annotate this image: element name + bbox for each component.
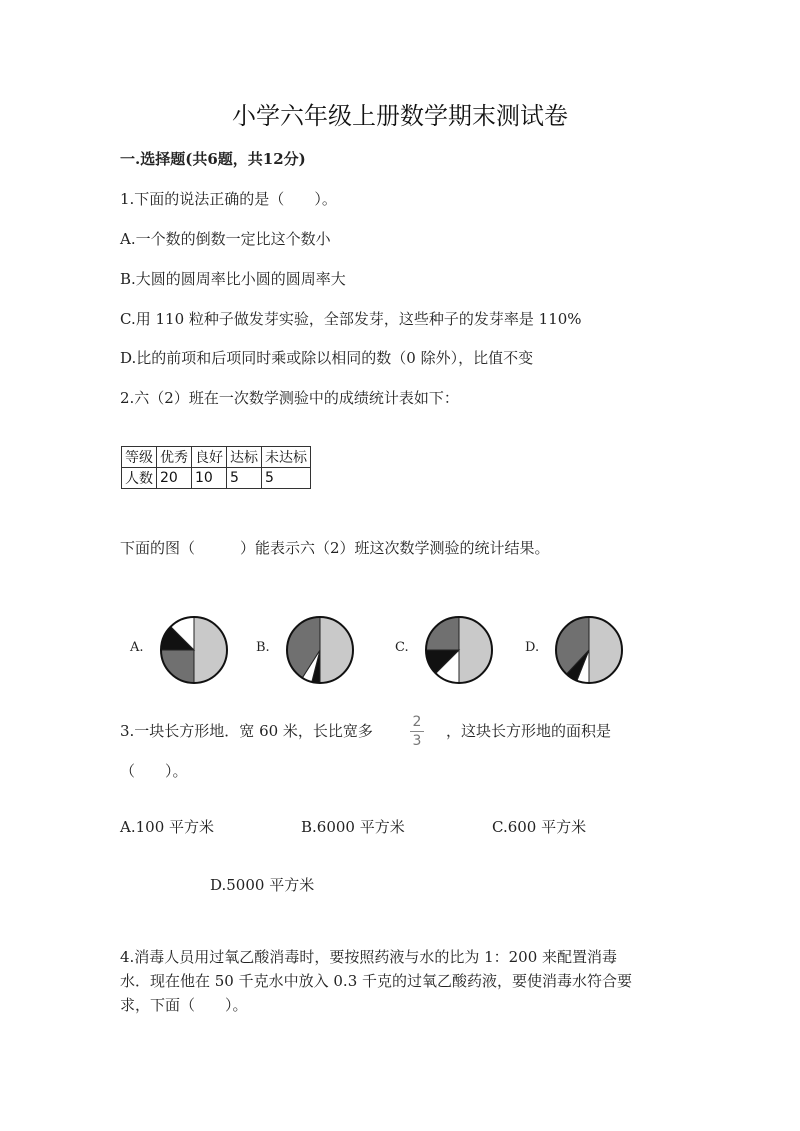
question-1-stem: 1.下面的说法正确的是（ ）。 <box>120 190 337 208</box>
pie-option-c <box>395 612 525 688</box>
table-cell: 5 <box>227 468 262 489</box>
question-3-option-c: C.600 平方米 <box>492 818 587 836</box>
score-table <box>121 446 311 489</box>
pie-label: B. <box>256 640 270 655</box>
section-heading: 一.选择题(共6题，共12分) <box>120 150 306 168</box>
fraction-bar <box>410 731 424 732</box>
table-cell: 5 <box>262 468 311 489</box>
question-2-prompt: 下面的图（ ）能表示六（2）班这次数学测验的统计结果。 <box>120 539 550 557</box>
table-cell: 良好 <box>192 447 227 468</box>
question-3-blank: （ ）。 <box>120 762 188 780</box>
pie-label: D. <box>525 640 540 655</box>
question-2-stem: 2.六（2）班在一次数学测验中的成绩统计表如下： <box>120 389 459 407</box>
pie-option-d <box>525 612 655 688</box>
question-1-option-a: A.一个数的倒数一定比这个数小 <box>120 230 331 248</box>
pie-chart-c <box>423 614 495 686</box>
question-1-option-d: D.比的前项和后项同时乘或除以相同的数（0 除外），比值不变 <box>120 349 534 367</box>
pie-chart-b <box>284 614 356 686</box>
question-4-line: 4.消毒人员用过氧乙酸消毒时，要按照药液与水的比为 1：200 来配置消毒 <box>120 948 618 966</box>
table-cell: 人数 <box>122 468 157 489</box>
question-3-stem-tail: ，这块长方形地的面积是 <box>446 722 612 740</box>
pie-slice <box>320 617 353 683</box>
fraction <box>410 714 424 749</box>
pie-label: A. <box>130 640 144 655</box>
table-row <box>122 468 311 489</box>
pie-label: C. <box>395 640 409 655</box>
pie-slice <box>459 617 492 683</box>
pie-option-b <box>256 612 386 688</box>
pie-chart-d <box>553 614 625 686</box>
question-3-option-b: B.6000 平方米 <box>301 818 405 836</box>
table-header-row <box>122 447 311 468</box>
question-4-line: 求，下面（ ）。 <box>120 996 248 1014</box>
table-cell: 10 <box>192 468 227 489</box>
fraction-numerator: 2 <box>412 714 422 730</box>
question-3-option-a: A.100 平方米 <box>120 818 214 836</box>
table-cell: 等级 <box>122 447 157 468</box>
fraction-denominator: 3 <box>412 733 422 749</box>
table-cell: 未达标 <box>262 447 311 468</box>
question-1-option-c: C.用 110 粒种子做发芽实验，全部发芽，这些种子的发芽率是 110% <box>120 310 582 328</box>
question-3-stem: 3.一块长方形地．宽 60 米，长比宽多 <box>120 722 373 740</box>
pie-slice <box>589 617 622 683</box>
pie-slice <box>194 617 227 683</box>
question-4-line: 水．现在他在 50 千克水中放入 0.3 千克的过氧乙酸药液，要使消毒水符合要 <box>120 972 633 990</box>
page-title: 小学六年级上册数学期末测试卷 <box>232 102 568 130</box>
table-cell: 优秀 <box>157 447 192 468</box>
table-cell: 达标 <box>227 447 262 468</box>
question-3-option-d: D.5000 平方米 <box>210 876 315 894</box>
pie-option-a <box>130 612 260 688</box>
table-cell: 20 <box>157 468 192 489</box>
question-1-option-b: B.大圆的圆周率比小圆的圆周率大 <box>120 270 346 288</box>
pie-chart-a <box>158 614 230 686</box>
